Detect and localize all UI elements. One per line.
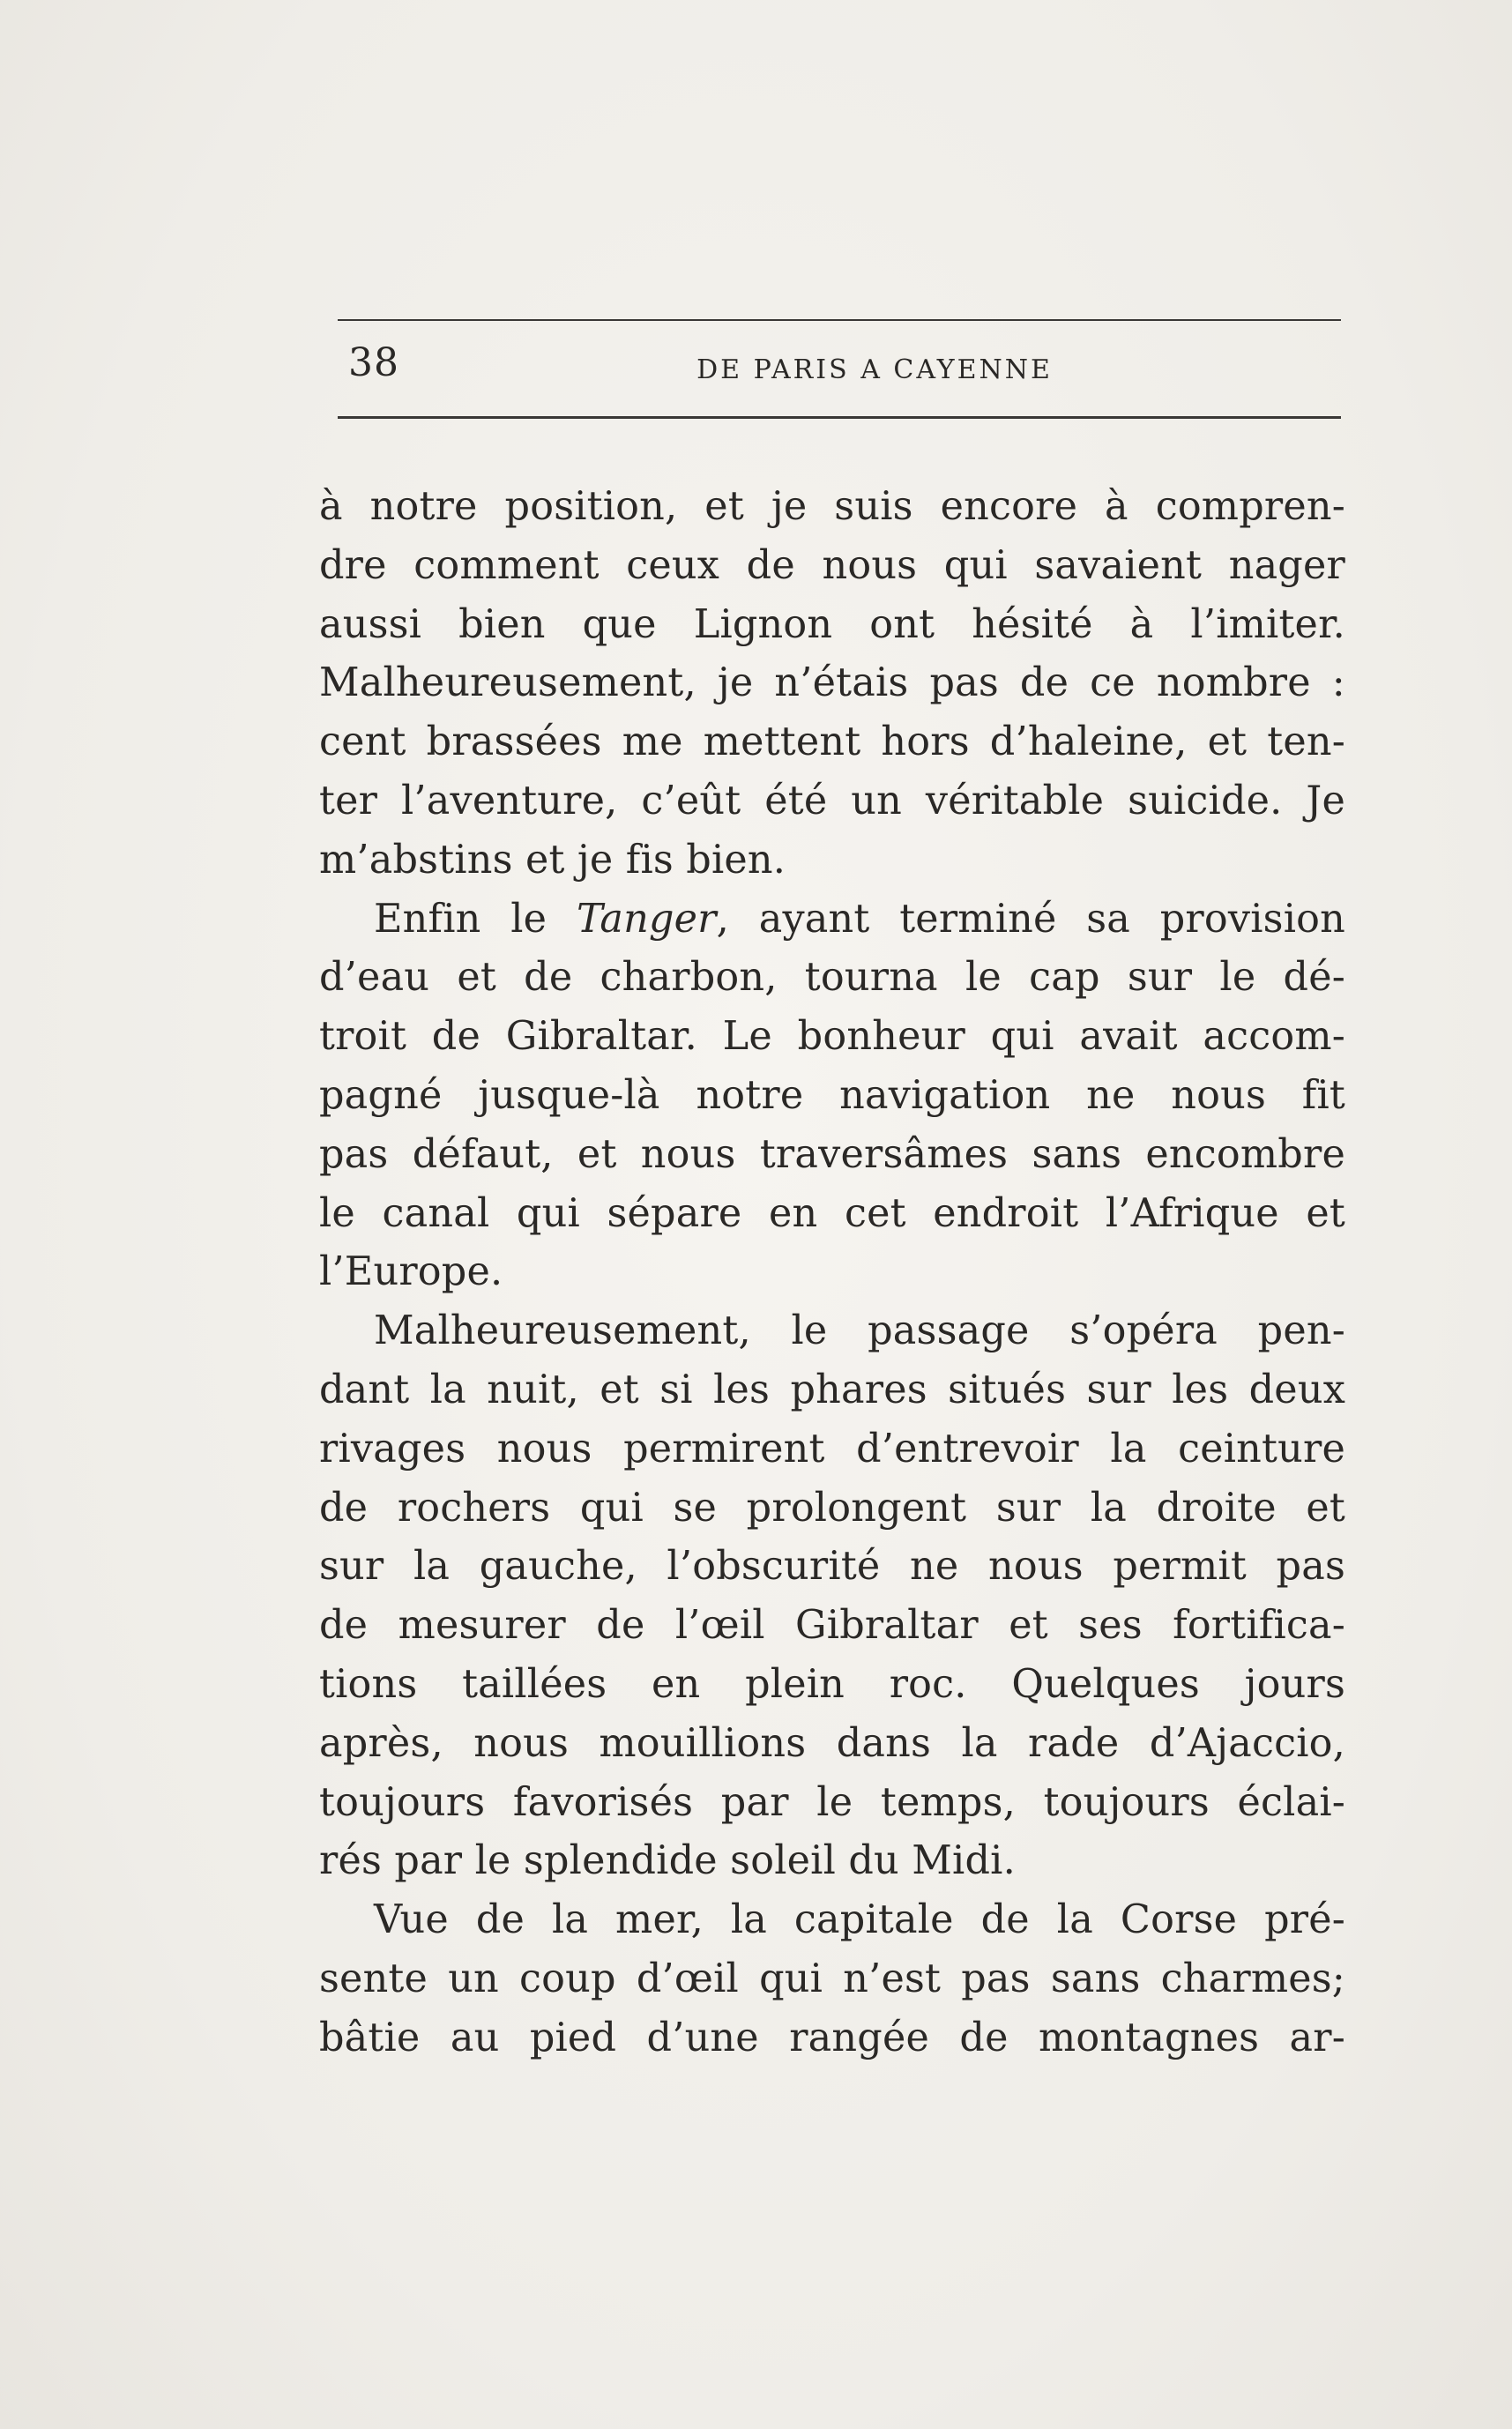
text-line: toujours favorisés par le temps, toujours éclai-: [319, 1779, 1345, 1825]
text-line: pagné jusque-là notre navigation ne nous fit: [319, 1072, 1345, 1118]
ship-name: Tanger: [576, 896, 717, 942]
header-rule-top: [338, 319, 1341, 321]
text-line: m’abstins et je fis bien.: [319, 837, 786, 883]
text-line: après, nous mouillions dans la rade d’Ajaccio,: [319, 1720, 1345, 1766]
text-line: l’Europe.: [319, 1249, 503, 1295]
text-line: Vue de la mer, la capitale de la Corse pré-: [374, 1897, 1345, 1943]
text-line: dre comment ceux de nous qui savaient nager: [319, 542, 1345, 588]
text-line: cent brassées me mettent hors d’haleine, et ten-: [319, 719, 1345, 765]
text-segment: , ayant terminé sa provision: [716, 896, 1345, 942]
text-line: [319, 890, 1345, 950]
text-line: aussi bien que Lignon ont hésité à l’imiter.: [319, 601, 1345, 647]
text-line: sente un coup d’œil qui n’est pas sans charmes;: [319, 1956, 1345, 2001]
text-line: à notre position, et je suis encore à compren-: [319, 484, 1345, 529]
text-segment: Enfin le: [374, 896, 577, 942]
running-header: [338, 335, 1341, 397]
text-line: dant la nuit, et si les phares situés sur les deux: [319, 1367, 1345, 1412]
running-title: DE PARIS A CAYENNE: [696, 354, 1053, 385]
text-line: rés par le splendide soleil du Midi.: [319, 1838, 1016, 1884]
page-number: 38: [348, 340, 399, 385]
text-line: rivages nous permirent d’entrevoir la ceinture: [319, 1426, 1345, 1472]
text-line: pas défaut, et nous traversâmes sans encombre: [319, 1131, 1345, 1177]
text-line: Malheureusement, je n’étais pas de ce nombre :: [319, 660, 1345, 706]
text-line: le canal qui sépare en cet endroit l’Afrique et: [319, 1190, 1345, 1236]
body-text: [319, 478, 1345, 2068]
text-line: ter l’aventure, c’eût été un véritable suicide. Je: [319, 778, 1345, 823]
text-line: Malheureusement, le passage s’opéra pen-: [374, 1308, 1345, 1354]
text-line: bâtie au pied d’une rangée de montagnes ar-: [319, 2015, 1345, 2060]
text-line: de rochers qui se prolongent sur la droite et: [319, 1485, 1345, 1531]
text-line: de mesurer de l’œil Gibraltar et ses fortifica-: [319, 1603, 1345, 1649]
text-line: tions taillées en plein roc. Quelques jours: [319, 1661, 1345, 1707]
text-line: d’eau et de charbon, tourna le cap sur le dé-: [319, 955, 1345, 1001]
header-rule-bottom: [338, 416, 1341, 419]
text-line: sur la gauche, l’obscurité ne nous permit pas: [319, 1544, 1345, 1590]
text-line: troit de Gibraltar. Le bonheur qui avait accom-: [319, 1014, 1345, 1060]
